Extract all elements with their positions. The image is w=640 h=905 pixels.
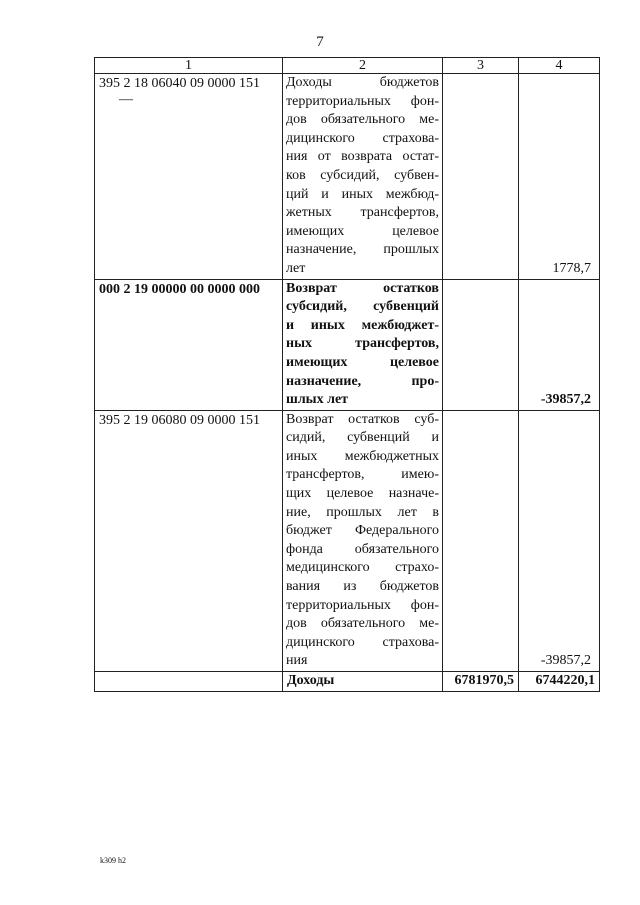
description-line: субсидий, субвенций [286,299,439,315]
description-line: лет [286,260,306,276]
total-col3-value: 6781970,5 [443,672,519,692]
description-line: вания из бюджетов [286,579,439,595]
description-line: назначение, прошлых [286,242,439,258]
description-line: сидий, субвенций и [286,430,439,446]
budget-code: 395 2 19 06080 09 0000 151 [99,412,260,428]
description-line: шлых лет [286,392,349,408]
description-line: ние, прошлых лет в [286,504,439,520]
col4-value: -39857,2 [519,279,600,410]
row-code-cell [95,410,283,671]
description-line: трансфертов, имею- [286,467,439,483]
row-description-cell [283,74,443,280]
col3-value [443,410,519,671]
description-line: иных межбюджетных [286,448,439,464]
description-line: ных трансфертов, [286,336,439,352]
description-line: ков субсидий, субвен- [286,167,439,183]
row-code-cell [95,74,283,280]
description-line: дов обязательного ме- [286,112,439,128]
description-line: ния [286,653,308,669]
description-line: дов обязательного ме- [286,616,439,632]
description-line: медицинского страхо- [286,560,439,576]
col3-value [443,279,519,410]
row-code-cell [95,279,283,410]
row-description-cell [283,410,443,671]
income-table [94,57,600,692]
description-line: имеющих целевое [286,354,439,370]
column-header-4: 4 [519,58,600,74]
description-line: ния от возврата остат- [286,149,439,165]
description-line: дицинского страхова- [286,634,439,650]
page-number: 7 [316,34,324,50]
total-row [95,672,600,692]
description-line: и иных межбюджет- [286,317,439,333]
budget-code: 395 2 18 06040 09 0000 151 [99,76,260,91]
dash-mark: — [119,91,133,107]
description-line: Доходы бюджетов [286,75,439,90]
total-code-cell [95,672,283,692]
description-line: Возврат остатков суб- [286,411,439,427]
description-line: жетных трансфертов, [286,205,439,221]
total-col4-value: 6744220,1 [519,672,600,692]
description-line: бюджет Федерального [286,523,439,539]
description-line: фонда обязательного [286,541,439,557]
row-description-cell [283,279,443,410]
table-row [95,279,600,410]
column-header-1: 1 [95,58,283,74]
footer-code: k309 h2 [100,856,126,865]
total-label: Доходы [283,672,443,692]
description-line: дицинского страхова- [286,130,439,146]
col3-value [443,74,519,280]
column-header-2: 2 [283,58,443,74]
column-header-3: 3 [443,58,519,74]
description-line: территориальных фон- [286,597,439,613]
description-line: ций и иных межбюд- [286,186,439,202]
description-line: щих целевое назначе- [286,486,439,502]
col4-value: -39857,2 [519,410,600,671]
budget-code: 000 2 19 00000 00 0000 000 [99,281,260,297]
description-line: назначение, про- [286,373,439,389]
table-row [95,74,600,280]
col4-value: 1778,7 [519,74,600,280]
table-header-row [95,58,600,74]
description-line: имеющих целевое [286,223,439,239]
description-line: Возврат остатков [286,280,439,296]
description-line: территориальных фон- [286,93,439,109]
table-row [95,410,600,671]
